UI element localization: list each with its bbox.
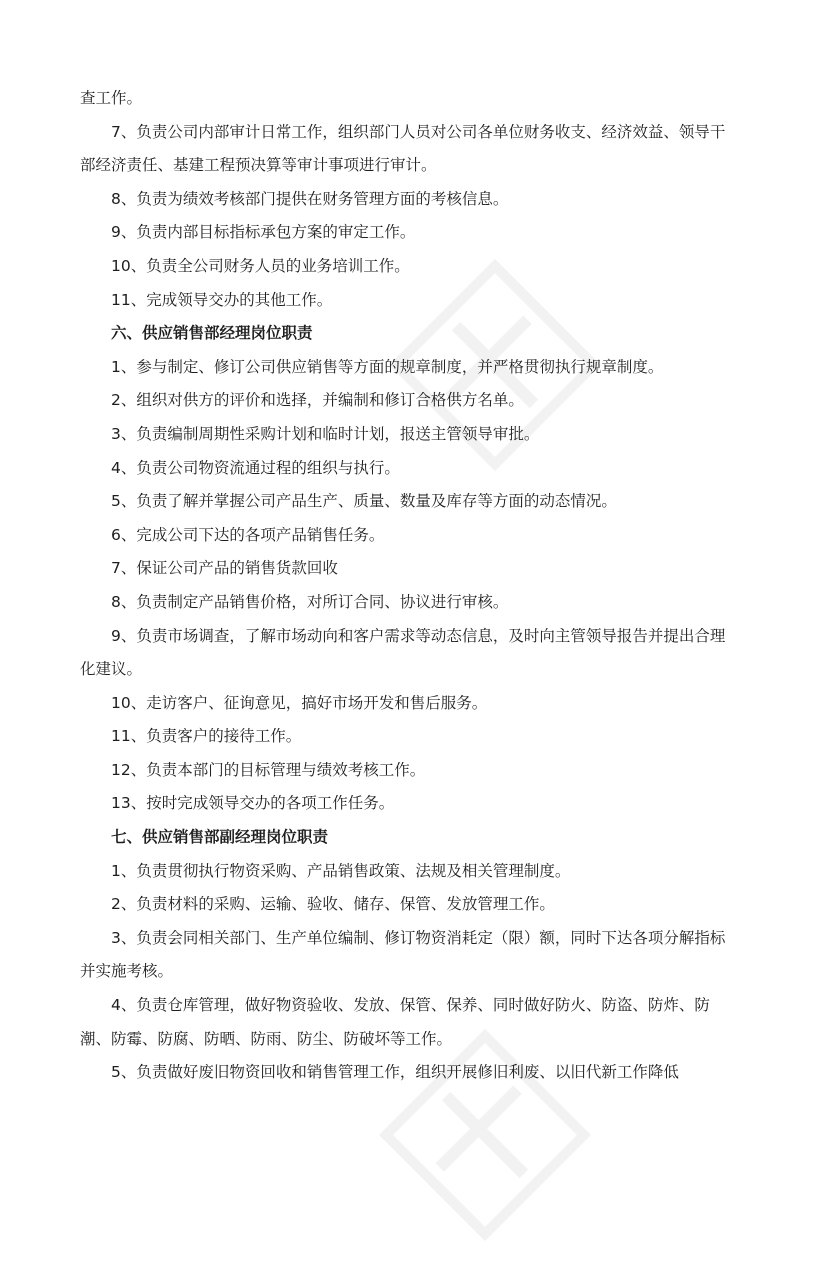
section-heading: 六、供应销售部经理岗位职责 [111, 324, 313, 343]
list-item: 3、负责会同相关部门、生产单位编制、修订物资消耗定（限）额，同时下达各项分解指标并实施考核。 [80, 928, 726, 981]
list-item: 9、负责市场调查，了解市场动向和客户需求等动态信息，及时向主管领导报告并提出合理化建议。 [80, 626, 726, 679]
document-body [80, 82, 740, 1090]
list-item: 7、负责公司内部审计日常工作，组织部门人员对公司各单位财务收支、经济效益、领导干部经济责任、基建工程预决算等审计事项进行审计。 [80, 122, 726, 175]
list-item: 9、负责内部目标指标承包方案的审定工作。 [111, 223, 416, 242]
list-item: 12、负责本部门的目标管理与绩效考核工作。 [111, 760, 426, 779]
list-item: 2、组织对供方的评价和选择，并编制和修订合格供方名单。 [111, 391, 524, 410]
list-item: 1、负责贯彻执行物资采购、产品销售政策、法规及相关管理制度。 [111, 861, 571, 880]
list-item: 10、走访客户、征询意见，搞好市场开发和售后服务。 [111, 693, 488, 712]
list-item: 5、负责了解并掌握公司产品生产、质量、数量及库存等方面的动态情况。 [111, 492, 617, 511]
list-item: 6、完成公司下达的各项产品销售任务。 [111, 525, 385, 544]
section-heading: 七、供应销售部副经理岗位职责 [111, 828, 329, 847]
list-item: 3、负责编制周期性采购计划和临时计划，报送主管领导审批。 [111, 424, 540, 443]
list-item: 4、负责仓库管理，做好物资验收、发放、保管、保养、同时做好防火、防盗、防炸、防潮、防霉、防腐、防晒、防雨、防尘、防破坏等工作。 [80, 996, 710, 1048]
list-item: 5、负责做好废旧物资回收和销售管理工作，组织开展修旧利废、以旧代新工作降低 [111, 1063, 679, 1082]
list-item: 8、负责为绩效考核部门提供在财务管理方面的考核信息。 [111, 189, 509, 208]
list-item: 11、完成领导交办的其他工作。 [111, 290, 333, 309]
list-item: 7、保证公司产品的销售货款回收 [111, 559, 338, 578]
list-item: 1、参与制定、修订公司供应销售等方面的规章制度，并严格贯彻执行规章制度。 [111, 357, 664, 376]
list-item: 2、负责材料的采购、运输、验收、储存、保管、发放管理工作。 [111, 895, 555, 914]
list-item: 4、负责公司物资流通过程的组织与执行。 [111, 458, 400, 477]
list-item: 8、负责制定产品销售价格，对所订合同、协议进行审核。 [111, 592, 509, 611]
list-item: 10、负责全公司财务人员的业务培训工作。 [111, 256, 410, 275]
paragraph-continuation: 查工作。 [80, 89, 143, 107]
list-item: 13、按时完成领导交办的各项工作任务。 [111, 794, 395, 813]
list-item: 11、负责客户的接待工作。 [111, 727, 302, 746]
